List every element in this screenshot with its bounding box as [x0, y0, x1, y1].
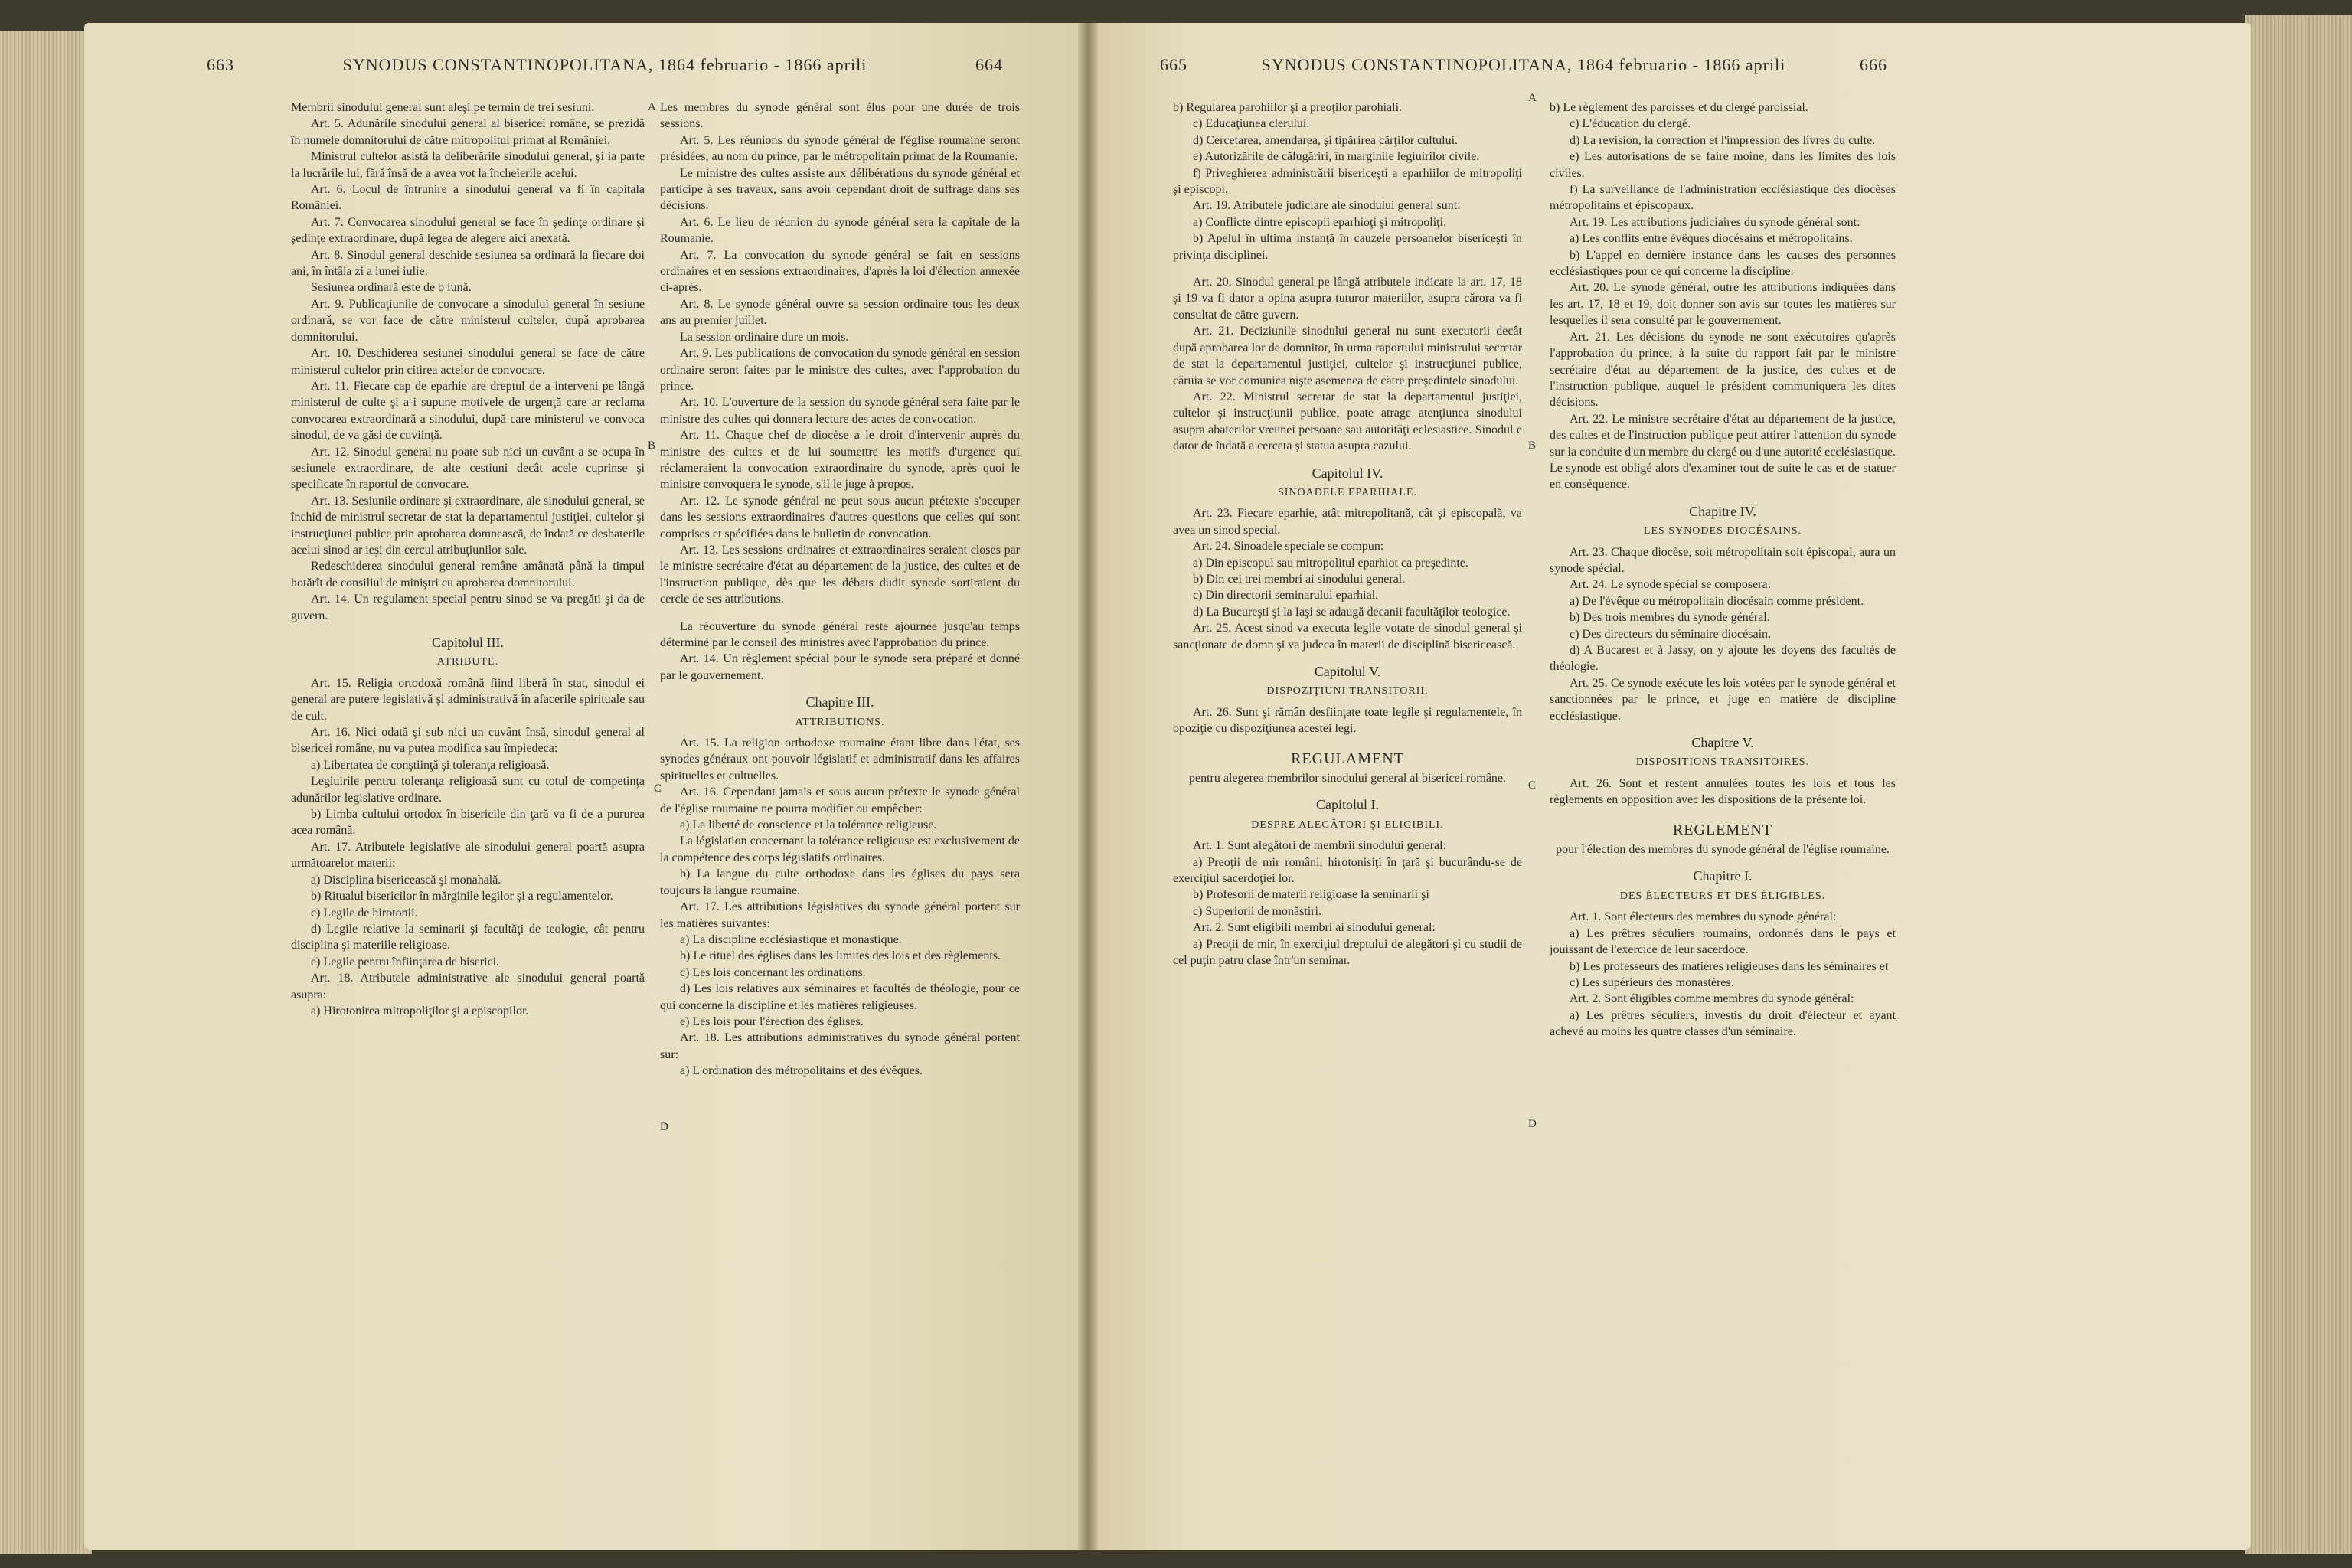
paragraph: Art. 22. Ministrul secretar de stat la departamentul justiţiei, cultelor şi instrucţiunii publice, poate atrage atenţiunea sinodului asupra abaterilor vreunei persoane sau autorităţi eclesiastice. Sinodul e dator de îndată a cerceta şi statua asupra cazului. [1173, 390, 1522, 453]
french-column-right-page [1550, 100, 1896, 1040]
paragraph: e) Autorizările de călugăriri, în marginile legiuirilor civile. [1193, 150, 1480, 164]
paragraph: Art. 5. Les réunions du synode général de l'église roumaine seront présidées, au nom du prince, par le métropolitain primat de la Roumanie. [660, 133, 1020, 164]
paragraph: Le ministre des cultes assiste aux délibérations du synode général et participe à ses travaux, sans avoir cependant droit de suffrage dans ses décisions. [660, 166, 1020, 213]
margin-letter: C [654, 782, 662, 795]
paragraph: Art. 8. Le synode général ouvre sa session ordinaire tous les deux ans au premier juillet. [660, 297, 1020, 328]
page-number: 666 [1860, 55, 1887, 74]
paragraph: Les membres du synode général sont élus pour une durée de trois sessions. [660, 101, 1020, 131]
paragraph: Art. 12. Le synode général ne peut sous aucun prétexte s'occuper dans les sessions extraordinaires d'autres questions que celles qui sont comprises et spécifiées dans le bulletin de convocation. [660, 494, 1020, 541]
chapter-heading: Capitolul IV. [1312, 465, 1383, 481]
paragraph: e) Les autorisations de se faire moine, dans les limites des lois civiles. [1550, 150, 1896, 180]
paragraph: a) Libertatea de conştiinţă şi toleranţa religioasă. [311, 758, 550, 772]
paragraph: Art. 21. Deciziunile sinodului general nu sunt executorii decât după aprobarea lor de domnitor, în urma raportului ministrului secretar de stat la departamentul justiţiei, cultelor şi instrucţiunei publice, căruia se vor comunica nişte asemenea de către preşedintele sinodului. [1173, 325, 1522, 387]
paragraph: Art. 2. Sont éligibles comme membres du synode général: [1570, 992, 1854, 1006]
document-subtitle: pour l'élection des membres du synode général de l'église roumaine. [1556, 843, 1890, 857]
paragraph: Art. 11. Chaque chef de diocèse a le droit d'intervenir auprès du ministre des cultes et de lui soumettre les motifs d'urgence qui réclameraient la convocation extraordinaire du synode, après quoi le ministre convoquera le synode, s'il le juge à propos. [660, 429, 1020, 492]
paragraph: Legiuirile pentru toleranţa religioasă sunt cu totul de competinţa adunărilor legislative ordinare. [291, 775, 645, 805]
paragraph: a) Les prêtres séculiers roumains, ordonnés dans le pays et jouissant de l'exercice de leur sacerdoce. [1550, 926, 1896, 957]
chapter-heading: Chapitre III. [805, 694, 874, 710]
paragraph: Art. 9. Les publications de convocation du synode général en session ordinaire seront faites par le ministre des cultes, avec l'approbation du prince. [660, 347, 1020, 393]
spacer [660, 608, 1020, 619]
paragraph: b) La langue du culte orthodoxe dans les églises du pays sera toujours la langue roumaine. [660, 867, 1020, 897]
paragraph: Art. 25. Ce synode exécute les lois votées par le synode général et sanctionnées par le prince, et juge en matière de discipline ecclésiastique. [1550, 676, 1896, 723]
paragraph: c) Des directeurs du séminaire diocésain. [1570, 627, 1772, 641]
paragraph: f) La surveillance de l'administration ecclésiastique des diocèses métropolitains et épiscopaux. [1550, 183, 1896, 213]
paragraph: Art. 20. Sinodul general pe lângă atributele indicate la art. 17, 18 şi 19 va fi dator a opina asupra tuturor materiilor, asupra cărora va fi consultat de către guvern. [1173, 276, 1522, 322]
paragraph: Art. 16. Cependant jamais et sous aucun prétexte le synode général de l'église roumaine ne pourra modifier ou empêcher: [660, 786, 1020, 815]
paragraph: d) La Bucureşti şi la Iaşi se adaugă decanii facultăţilor teologice. [1193, 605, 1511, 619]
paragraph: d) A Bucarest et à Jassy, on y ajoute les doyens des facultés de théologie. [1550, 644, 1896, 674]
paragraph: Art. 6. Le lieu de réunion du synode général sera la capitale de la Roumanie. [660, 215, 1020, 246]
paragraph: a) Din episcopul sau mitropolitul eparhiot ca preşedinte. [1193, 556, 1468, 570]
paragraph: Art. 13. Sesiunile ordinare şi extraordinare, ale sinodului general, se închid de ministrul secretar de stat la departamentul justiţiei, cultelor şi instrucţiunei publice prin aprobarea domnească, de îndată ce desbaterile acelui sinod ar ieşi din cercul atribuţiunilor sale. [291, 494, 645, 557]
paragraph: La législation concernant la tolérance religieuse est exclusivement de la compétence des corps législatifs ordinaires. [660, 835, 1020, 864]
chapter-subtitle: ATTRIBUTIONS. [795, 716, 885, 728]
paragraph: Art. 2. Sunt eligibili membri ai sinodului general: [1193, 921, 1436, 935]
paragraph: c) Les lois concernant les ordinations. [680, 965, 866, 979]
paragraph: Sesiunea ordinară este de o lună. [311, 281, 472, 295]
paragraph: Art. 6. Locul de întrunire a sinodului general va fi în capitala României. [291, 183, 645, 213]
spacer [1173, 263, 1522, 274]
paragraph: b) L'appel en dernière instance dans les causes des personnes ecclésiastiques pour ce qui concerne la discipline. [1550, 248, 1896, 279]
paragraph: e) Legile pentru înfiinţarea de biserici. [311, 955, 500, 969]
paragraph: c) Legile de hirotonii. [311, 906, 418, 920]
paragraph: Art. 1. Sont électeurs des membres du synode général: [1570, 910, 1837, 924]
chapter-subtitle: ATRIBUTE. [436, 656, 499, 668]
paragraph: Art. 18. Les attributions administratives du synode général portent sur: [660, 1031, 1020, 1061]
romanian-column-right-page [1173, 100, 1522, 969]
romanian-column-left-page [291, 100, 645, 1019]
chapter-heading: Capitolul V. [1314, 664, 1381, 679]
paragraph: Art. 7. La convocation du synode général se fait en sessions ordinaires et en sessions extraordinaires, d'après la loi d'élection annexée ci-après. [660, 248, 1020, 295]
margin-letter: A [1528, 92, 1537, 104]
paragraph: Art. 23. Chaque diocèse, soit métropolitain soit épiscopal, aura un synode spécial. [1550, 545, 1896, 575]
chapter-heading: Capitolul III. [432, 635, 504, 650]
margin-letter: A [648, 101, 656, 113]
paragraph: a) La discipline ecclésiastique et monastique. [680, 933, 902, 946]
paragraph: Art. 26. Sunt şi rămân desfiinţate toate legile şi regulamentele, în opoziţie cu dispoziţiunea acestei legi. [1173, 705, 1522, 736]
paragraph: Art. 14. Un règlement spécial pour le synode sera préparé et donné par le gouvernement. [660, 652, 1020, 682]
left-running-head [207, 55, 1003, 86]
right-running-head [1160, 55, 1887, 86]
paragraph: Art. 21. Les décisions du synode ne sont exécutoires qu'après l'approbation du prince, à la suite du rapport fait par le ministre secrétaire d'état au département de la justice, des cultes et de l'instruction publique, auquel le président communiquera les dites décisions. [1550, 330, 1896, 410]
margin-letter: D [660, 1121, 668, 1133]
paragraph: a) De l'évêque ou métropolitain diocésain comme président. [1570, 594, 1864, 608]
paragraph: b) Regularea parohiilor şi a preoţilor parohiali. [1173, 101, 1403, 114]
book-page-edges-right [2245, 15, 2352, 1554]
paragraph: d) Cercetarea, amendarea, şi tipărirea cărţilor cultului. [1193, 133, 1459, 147]
paragraph: d) La revision, la correction et l'impression des livres du culte. [1570, 133, 1876, 147]
paragraph: b) Ritualul bisericilor în mărginile legilor şi a regulamentelor. [311, 890, 613, 903]
paragraph: c) Superiorii de monăstiri. [1193, 904, 1321, 918]
paragraph: b) Le rituel des églises dans les limites des lois et des règlements. [680, 949, 1001, 963]
chapter-subtitle: DISPOSITIONS TRANSITOIRES. [1635, 756, 1810, 769]
paragraph: Art. 8. Sinodul general deschide sesiunea sa ordinară la fiecare doi ani, în întâia zi a lunei iulie. [291, 248, 645, 279]
paragraph: Art. 17. Atributele legislative ale sinodului general poartă asupra următoarelor materii: [291, 840, 645, 871]
paragraph: a) Conflicte dintre episcopii eparhioţi şi mitropoliţi. [1193, 215, 1447, 229]
paragraph: Art. 10. L'ouverture de la session du synode général sera faite par le ministre des cultes qui donnera lecture des actes de convocation. [660, 396, 1020, 426]
page-number: 663 [207, 55, 234, 74]
paragraph: Art. 19. Atributele judiciare ale sinodului general sunt: [1193, 199, 1461, 213]
paragraph: c) Les supérieurs des monastères. [1570, 975, 1734, 989]
document-title: REGULAMENT [1291, 750, 1404, 767]
paragraph: b) Profesorii de materii religioase la seminarii şi [1193, 888, 1429, 902]
paragraph: Art. 16. Nici odată şi sub nici un cuvânt însă, sinodul general al bisericei române, nu va putea modifica sau împiedeca: [291, 726, 645, 756]
paragraph: b) Din cei trei membri ai sinodului general. [1193, 572, 1406, 586]
margin-letter: B [648, 439, 656, 452]
chapter-heading: Chapitre IV. [1689, 503, 1756, 519]
chapter-subtitle: LES SYNODES DIOCÉSAINS. [1643, 525, 1802, 537]
paragraph: b) Apelul în ultima instanţă în cauzele persoanelor bisericeşti în privinţa disciplinei. [1173, 232, 1522, 262]
paragraph: f) Priveghierea administrării bisericeşti a eparhiilor de mitropoliţi şi episcopi. [1173, 166, 1522, 197]
document-title: REGLEMENT [1672, 821, 1773, 838]
chapter-subtitle: SINOADELE EPARHIALE. [1277, 486, 1418, 498]
paragraph: d) Les lois relatives aux séminaires et facultés de théologie, pour ce qui concerne la discipline et les matières religieuses. [660, 982, 1020, 1012]
chapter-subtitle: DES ÉLECTEURS ET DES ÉLIGIBLES. [1619, 890, 1826, 902]
paragraph: a) Preoţii de mir, în exerciţiul dreptului de alegători şi cu studii de cel puţin patru clase într'un seminar. [1173, 937, 1522, 968]
paragraph: Art. 11. Fiecare cap de eparhie are dreptul de a interveni pe lângă ministerul de culte şi a-i supune motivele de urgenţă care ar reclama convocarea extraordinară a sinodului, după care ministerul ve convoca sinodul, de va găsi de cuviinţă. [291, 379, 645, 443]
paragraph: d) Legile relative la seminarii şi facultăţi de teologie, cât pentru disciplina şi materiile religioase. [291, 922, 645, 952]
chapter-subtitle: DISPOZIŢIUNI TRANSITORII. [1266, 685, 1429, 697]
french-column-left-page [660, 100, 1020, 1080]
running-title: SYNODUS CONSTANTINOPOLITANA, 1864 februario - 1866 aprili [1261, 55, 1786, 74]
paragraph: a) Les conflits entre évêques diocésains et métropolitains. [1570, 232, 1853, 246]
paragraph: Redeschiderea sinodului general remâne amânată până la timpul hotărît de consiliul de miniştri cu aprobarea domnitorului. [291, 560, 645, 590]
document-subtitle: pentru alegerea membrilor sinodului general al bisericei române. [1188, 772, 1507, 786]
running-title: SYNODUS CONSTANTINOPOLITANA, 1864 februario - 1866 aprili [342, 55, 867, 74]
paragraph: Art. 24. Sinoadele speciale se compun: [1193, 540, 1384, 554]
paragraph: a) La liberté de conscience et la tolérance religieuse. [680, 818, 937, 832]
page-number: 664 [975, 55, 1003, 74]
paragraph: c) Din directorii seminarului eparhial. [1193, 589, 1379, 603]
paragraph: Art. 22. Le ministre secrétaire d'état au département de la justice, des cultes et de l'instruction publique peut attirer l'attention du synode sur la conduite d'un membre du clergé ou d'une autorité ecclésiastique. Le synode est obligé alors d'examiner tout de suite le cas et de statuer en conséquence. [1550, 412, 1896, 492]
paragraph: Art. 19. Les attributions judiciaires du synode général sont: [1570, 215, 1860, 229]
paragraph: Art. 9. Publicaţiunile de convocare a sinodului general în sesiune ordinară, se vor face de către ministerul cultelor, după aprobarea domnitorului. [291, 297, 645, 344]
paragraph: b) Des trois membres du synode général. [1570, 611, 1770, 625]
paragraph: La session ordinaire dure un mois. [680, 330, 849, 344]
paragraph: b) Les professeurs des matières religieuses dans les séminaires et [1570, 959, 1889, 973]
margin-letter: D [1528, 1118, 1537, 1130]
paragraph: Art. 5. Adunările sinodului general al bisericei române, se prezidă în numele domnitorului de către mitropolitul primat al României. [291, 117, 645, 147]
paragraph: a) L'ordination des métropolitains et des évêques. [680, 1064, 923, 1078]
paragraph: Art. 26. Sont et restent annulées toutes les lois et tous les règlements en opposition avec les dispositions de la présente loi. [1550, 776, 1896, 807]
paragraph: Art. 1. Sunt alegători de membrii sinodului general: [1193, 839, 1447, 853]
margin-letter: C [1528, 779, 1537, 792]
paragraph: Art. 15. Religia ortodoxă română fiind liberă în stat, sinodul ei general are putere legislativă şi administrativă în afacerile spirituale sau de cult. [291, 676, 645, 723]
paragraph: Membrii sinodului general sunt aleşi pe termin de trei sesiuni. [291, 101, 595, 114]
paragraph: Art. 10. Deschiderea sesiunei sinodului general se face de către ministerul cultelor prin citirea actelor de convocare. [291, 347, 645, 377]
paragraph: c) L'éducation du clergé. [1570, 117, 1691, 131]
paragraph: Art. 23. Fiecare eparhie, atât mitropolitană, cât şi episcopală, va avea un sinod special. [1173, 507, 1522, 537]
paragraph: a) Preoţii de mir români, hirotonisiţi în ţară şi bucurându-se de exerciţiul sacerdoţiei lor. [1173, 855, 1522, 886]
paragraph: Art. 7. Convocarea sinodului general se face în şedinţe ordinare şi şedinţe extraordinare, după legea de alegere aici anexată. [291, 215, 645, 246]
page-number: 665 [1160, 55, 1187, 74]
paragraph: Art. 24. Le synode spécial se composera: [1570, 578, 1772, 592]
margin-letter: B [1528, 439, 1537, 452]
paragraph: Art. 14. Un regulament special pentru sinod se va pregăti şi da de guvern. [291, 593, 645, 622]
paragraph: e) Les lois pour l'érection des églises. [680, 1014, 864, 1028]
chapter-subtitle: DESPRE ALEGĂTORI ŞI ELIGIBILI. [1251, 818, 1444, 831]
chapter-heading: Capitolul I. [1316, 797, 1379, 813]
chapter-heading: Chapitre I. [1693, 868, 1753, 884]
paragraph: Art. 25. Acest sinod va executa legile votate de sinodul general şi sancţionate de domn şi va judeca în materii de disciplină bisericească. [1173, 622, 1522, 652]
paragraph: Art. 15. La religion orthodoxe roumaine étant libre dans l'état, ses synodes généraux ont pouvoir législatif et administratif dans les affaires spirituelles et cultuelles. [660, 737, 1020, 782]
paragraph: b) Le règlement des paroisses et du clergé paroissial. [1550, 101, 1808, 114]
paragraph: b) Limba cultului ortodox în bisericile din ţară va fi de a pururea acea română. [291, 808, 645, 838]
paragraph: Art. 20. Le synode général, outre les attributions indiquées dans les art. 17, 18 et 19, doit donner son avis sur toutes les matières sur lesquelles il sera consulté par le gouvernement. [1550, 281, 1896, 328]
paragraph: Art. 12. Sinodul general nu poate sub nici un cuvânt a se ocupa în sesiunele extraordinare, de alte cestiuni decât acele cuprinse şi specificate în raportul de convocare. [291, 445, 645, 492]
paragraph: c) Educaţiunea clerului. [1193, 117, 1310, 131]
paragraph: Art. 17. Les attributions législatives du synode général portent sur les matières suivantes: [660, 900, 1020, 930]
paragraph: Ministrul cultelor asistă la deliberările sinodului general, şi ia parte la lucrările lui, fără însă de a avea vot la încheierile acelui. [291, 150, 645, 180]
paragraph: a) Hirotonirea mitropoliţilor şi a episcopilor. [311, 1004, 529, 1018]
paragraph: Art. 18. Atributele administrative ale sinodului general poartă asupra: [291, 972, 645, 1001]
paragraph: a) Disciplina bisericească şi monahală. [311, 873, 501, 887]
book-page-edges-left [0, 31, 92, 1554]
book-gutter [1078, 23, 1098, 1550]
paragraph: Art. 13. Les sessions ordinaires et extraordinaires seraient closes par le ministre secrétaire d'état au département de la justice, des cultes et de l'instruction publique, dès que les débats dudit synode sortiraient du cercle de ses attributions. [660, 543, 1020, 606]
paragraph: La réouverture du synode général reste ajournée jusqu'au temps déterminé par le conseil des ministres avec l'approbation du prince. [660, 619, 1020, 649]
paragraph: a) Les prêtres séculiers, investis du droit d'électeur et ayant achevé au moins les quatre classes d'un séminaire. [1550, 1008, 1896, 1039]
chapter-heading: Chapitre V. [1691, 735, 1754, 751]
